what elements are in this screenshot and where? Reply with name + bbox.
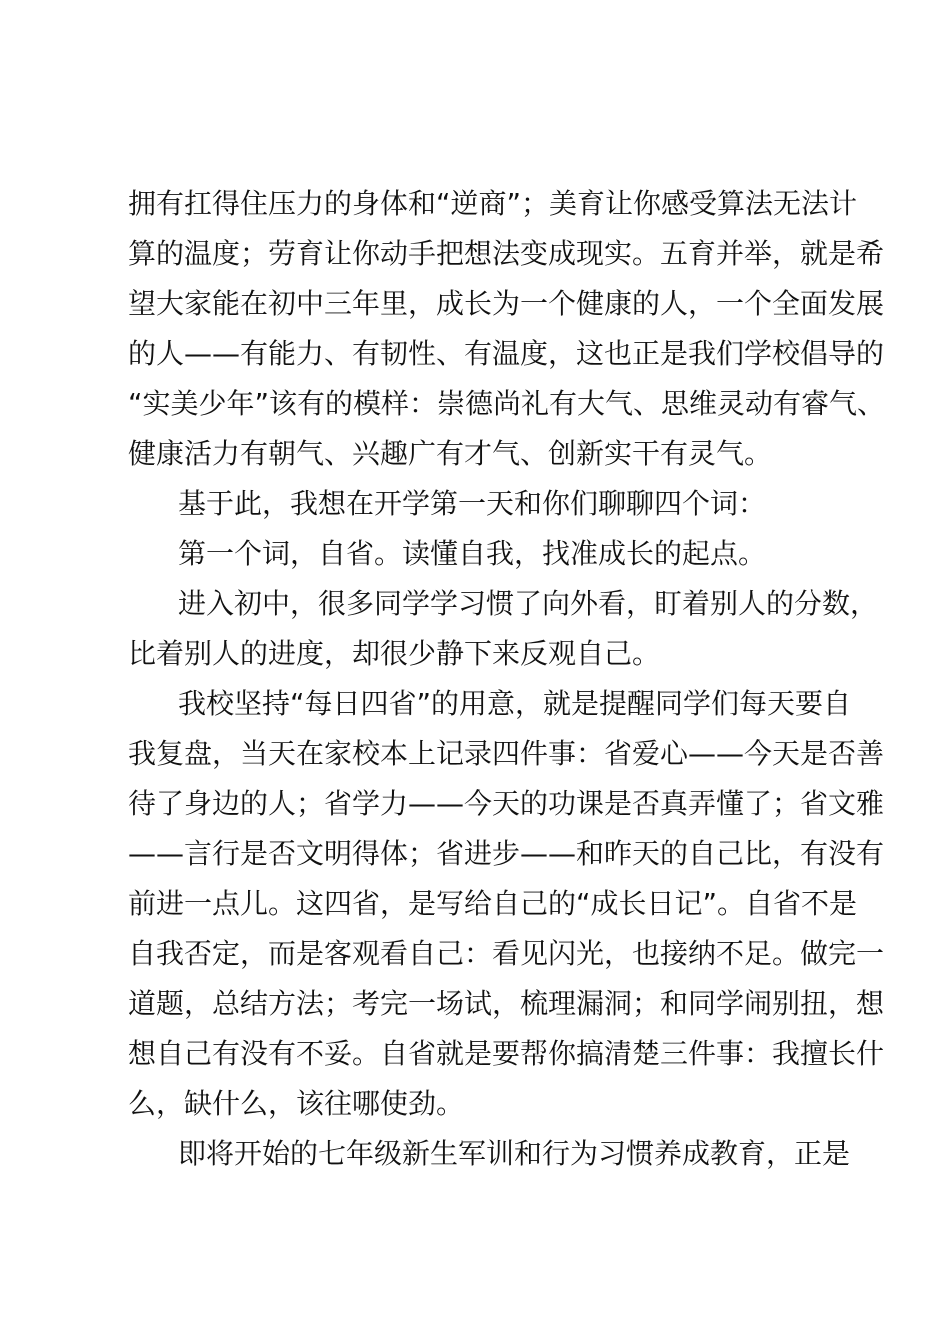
text-line: 待了身边的人；省学力——今天的功课是否真弄懂了；省文雅 [128,787,885,820]
paragraph-line: 基于此，我想在开学第一天和你们聊聊四个词： [178,487,767,520]
text-line: 算的温度；劳育让你动手把想法变成现实。五育并举，就是希 [128,237,885,270]
text-line: 望大家能在初中三年里，成长为一个健康的人，一个全面发展 [128,287,885,320]
paragraph-line: 进入初中，很多同学学习惯了向外看，盯着别人的分数， [178,587,879,620]
text-line: ——言行是否文明得体；省进步——和昨天的自己比，有没有 [128,837,885,870]
paragraph-line: 我校坚持“每日四省”的用意，就是提醒同学们每天要自 [178,687,852,720]
text-line: “实美少年”该有的模样：崇德尚礼有大气、思维灵动有睿气、 [128,387,886,420]
text-line: 健康活力有朝气、兴趣广有才气、创新实干有灵气。 [128,437,773,470]
paragraph-line: 即将开始的七年级新生军训和行为习惯养成教育，正是 [178,1137,851,1170]
text-line: 的人——有能力、有韧性、有温度，这也正是我们学校倡导的 [128,337,885,370]
text-line: 想自己有没有不妥。自省就是要帮你搞清楚三件事：我擅长什 [128,1037,885,1070]
text-line: 我复盘，当天在家校本上记录四件事：省爱心——今天是否善 [128,737,885,770]
text-line: 拥有扛得住压力的身体和“逆商”；美育让你感受算法无法计 [128,187,858,220]
section-heading: 第一个词，自省。读懂自我，找准成长的起点。 [178,537,767,570]
text-line: 前进一点儿。这四省，是写给自己的“成长日记”。自省不是 [128,887,858,920]
text-line: 道题，总结方法；考完一场试，梳理漏洞；和同学闹别扭，想 [128,987,885,1020]
text-line: 自我否定，而是客观看自己：看见闪光，也接纳不足。做完一 [128,937,885,970]
text-line: 么，缺什么，该往哪使劲。 [128,1087,465,1120]
text-line: 比着别人的进度，却很少静下来反观自己。 [128,637,661,670]
